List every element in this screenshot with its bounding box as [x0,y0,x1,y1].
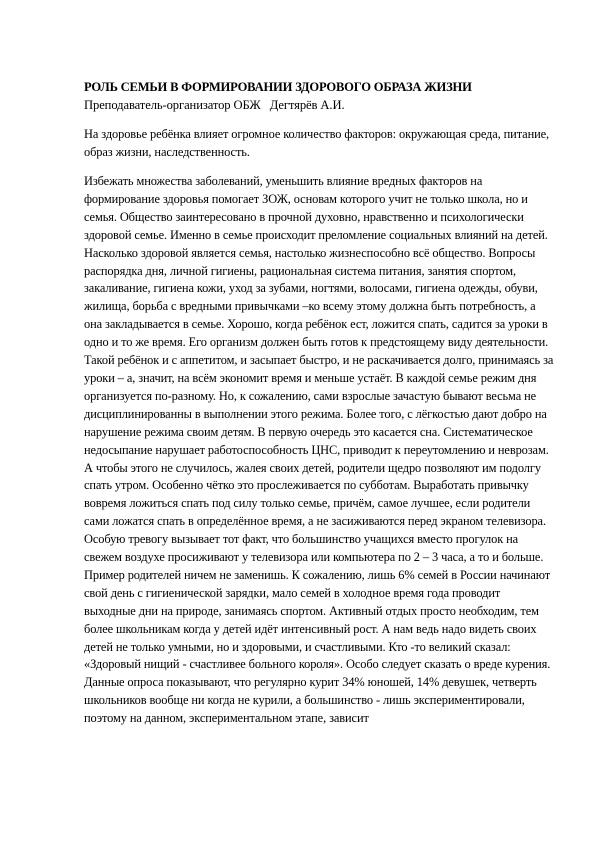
document-title: РОЛЬ СЕМЬИ В ФОРМИРОВАНИИ ЗДОРОВОГО ОБРАЗА ЖИЗНИ [84,80,472,94]
body-paragraph: Избежать множества заболеваний, уменьшить влияние вредных факторов на формирование здоровья помогает ЗОЖ, основам которого учит не только школа, но и семья. Общество заинтересовано в прочной духовно, нравственно и психологически здоровой семье. Именно в семье происходит преломление социальных влияний на детей. Насколько здоровой является семья, настолько жизнеспособно всё общество. Вопросы распорядка дня, личной гигиены, рациональная система питания, занятия спортом, закаливание, гигиена кожи, уход за зубами, ногтями, волосами, гигиена одежды, обуви, жилища, борьба с вредными привычками –ко всему этому должна быть потребность, а она закладывается в семье. Хорошо, когда ребёнок ест, ложится спать, садится за уроки в одно и то же время. Его организм должен быть готов к предстоящему виду деятельности. Такой ребёнок и с аппетитом, и засыпает быстро, и не раскачивается долго, принимаясь за уроки – а, значит, на всём экономит время и меньше устаёт. В каждой семье режим дня организуется по-разному. Но, к сожалению, сами взрослые зачастую бывают весьма не дисциплинированны в выполнении этого режима. Более того, с лёгкостью дают добро на нарушение режима своим детям. В первую очередь это касается сна. Систематическое недосыпание нарушает работоспособность ЦНС, приводит к переутомлению и неврозам. А чтобы этого не случилось, жалея своих детей, родители щедро позволяют им подолгу спать утром. Особенно чётко это прослеживается по субботам. Выработать привычку вовремя ложиться спать под силу только семье, причём, самое лучшее, если родители сами ложатся спать в определённое время, а не засиживаются перед экраном телевизора. Особую тревогу вызывает тот факт, что большинство учащихся вместо прогулок на свежем воздухе просиживают у телевизора или компьютера по 2 – 3 часа, а то и больше. Пример родителей ничем не заменишь. К сожалению, лишь 6% семей в России начинают свой день с гигиенической зарядки, мало семей в холодное время года проводит выходные дни на природе, занимаясь спортом. Активный отдых просто необходим, тем более школьникам когда у детей идёт интенсивный рост. А нам ведь надо видеть своих детей не только умными, но и здоровыми, и счастливыми. Кто -то великий сказал: «Здоровый нищий - счастливее больного короля». Особо следует сказать о вреде курения. Данные опроса показывают, что регулярно курит 34% юношей, 14% девушек, четверть школьников вообще ни когда не курили, а большинство - лишь экспериментировали, поэтому на данном, экспериментальном этапе, зависит [84,174,554,726]
intro-paragraph: На здоровье ребёнка влияет огромное количество факторов: окружающая среда, питание, образ жизни, наследственность. [84,127,550,159]
document-author: Преподаватель-организатор ОБЖ Дегтярёв А.И. [84,98,345,112]
